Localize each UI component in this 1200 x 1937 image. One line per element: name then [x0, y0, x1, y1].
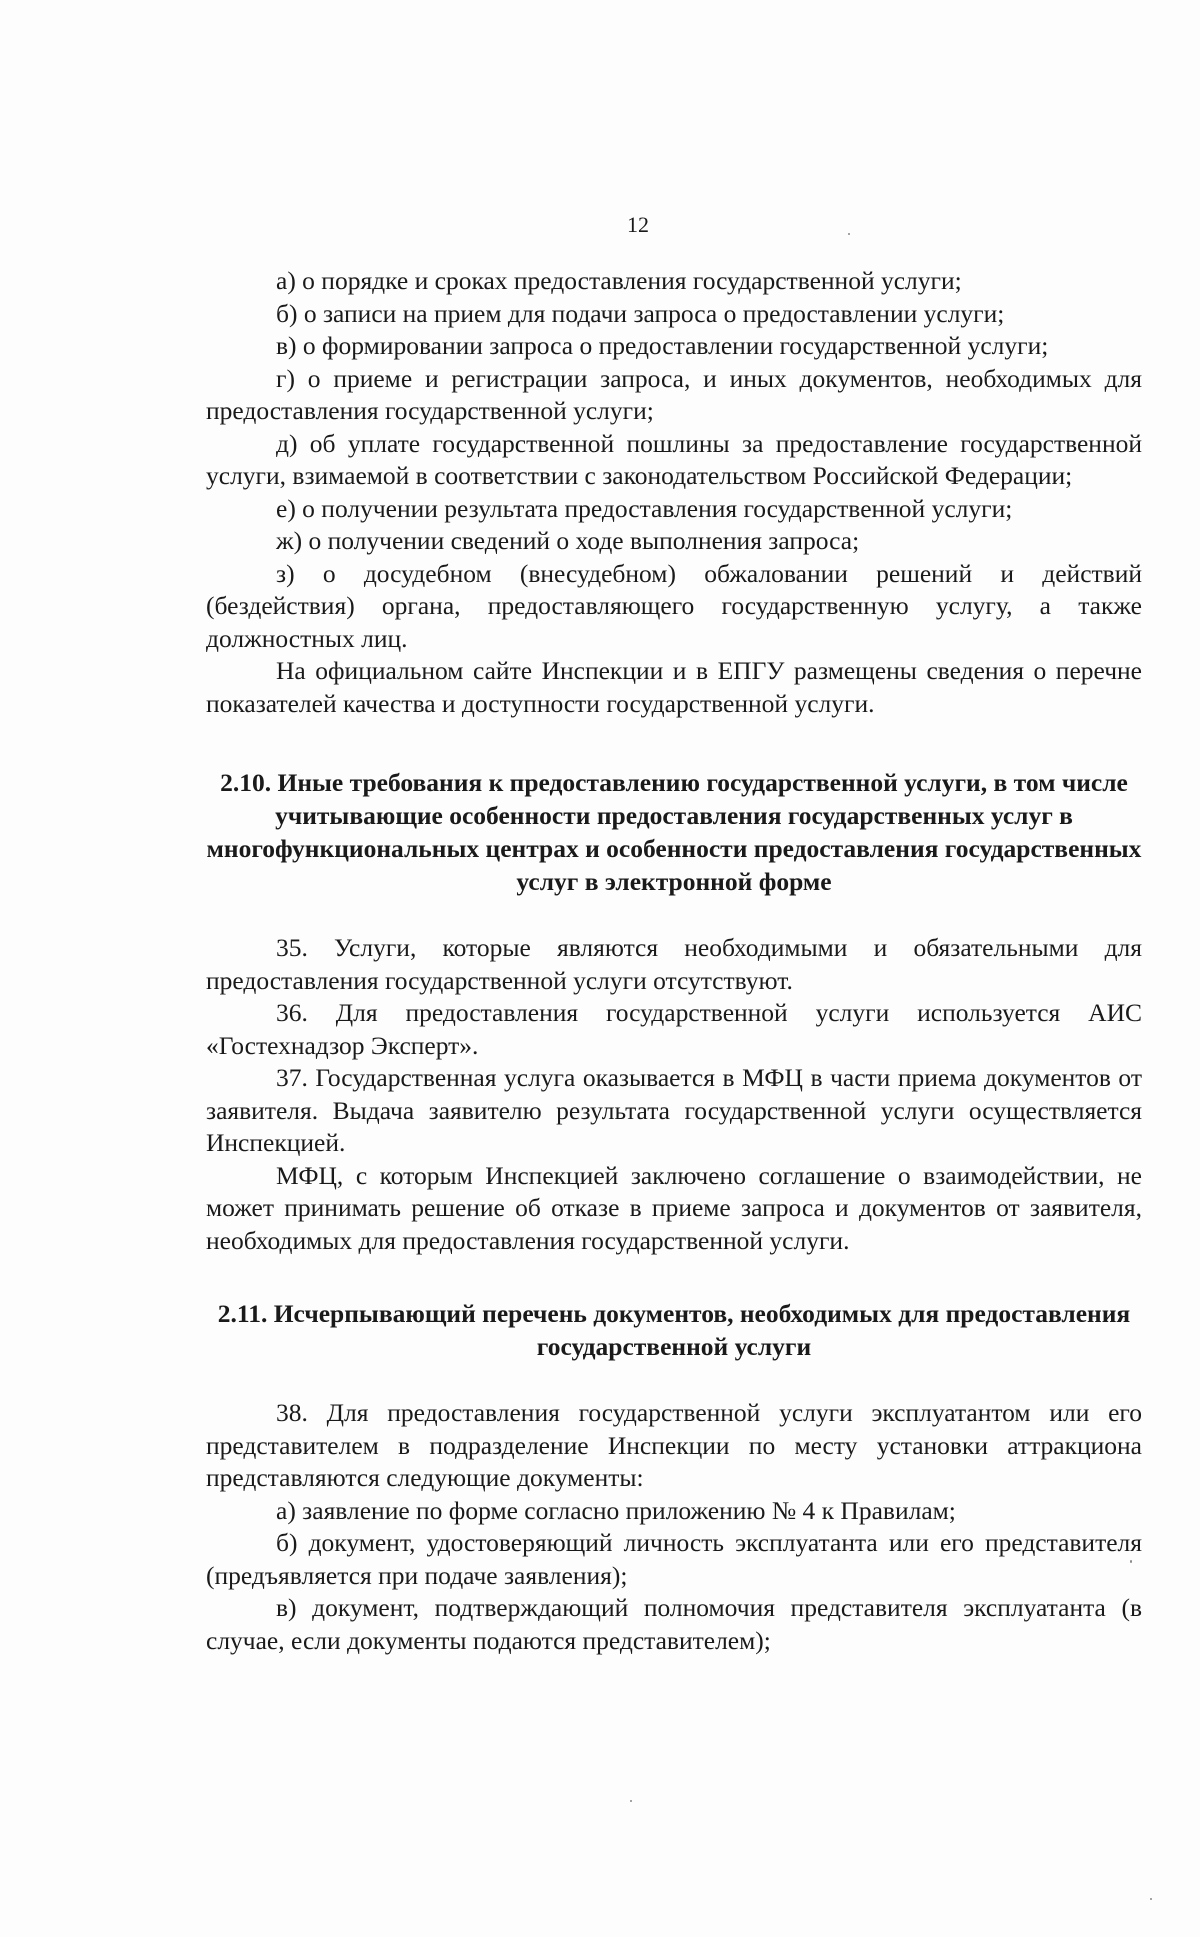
paragraph: МФЦ, с которым Инспекцией заключено соглашение о взаимодействии, не может принимать решение об отказе в приеме запроса и документов от заявителя, необходимых для предоставления государственной услуги.: [206, 1160, 1142, 1255]
page-number: 12: [627, 212, 649, 237]
paragraph: 37. Государственная услуга оказывается в МФЦ в части приема документов от заявителя. Выдача заявителю результата государственной услуги осуществляется Инспекцией.: [206, 1063, 1142, 1157]
list-item: б) о записи на прием для подачи запроса о предоставлении услуги;: [276, 298, 1005, 328]
section-heading-2-11: 2.11. Исчерпывающий перечень документов, необходимых для предоставления государственной услуги: [217, 1299, 1131, 1361]
document-body: [206, 265, 1142, 1657]
scan-speck: [630, 1800, 632, 1802]
list-item: а) о порядке и сроках предоставления государственной услуги;: [276, 266, 962, 295]
paragraph: 36. Для предоставления государственной услуги используется АИС «Гостехнадзор Эксперт».: [206, 998, 1142, 1060]
paragraph: 35. Услуги, которые являются необходимыми и обязательными для предоставления государственной услуги отсутствуют.: [206, 933, 1142, 995]
section-2-11-body: [206, 1397, 1142, 1657]
section-heading-2-10: 2.10. Иные требования к предоставлению государственной услуги, в том числе учитывающие особенности предоставления государственных услуг в многофункциональных центрах и особенности предоставления государственных услуг в электронной форме: [206, 768, 1142, 896]
section-2-10-body: [206, 932, 1142, 1257]
list-item: е) о получении результата предоставления государственной услуги;: [276, 493, 1013, 523]
list-item: г) о приеме и регистрации запроса, и иных документов, необходимых для предоставления государственной услуги;: [206, 363, 1142, 425]
paragraph: б) документ, удостоверяющий личность эксплуатанта или его представителя (предъявляется при подаче заявления);: [206, 1528, 1142, 1590]
list-item: ж) о получении сведений о ходе выполнения запроса;: [276, 526, 860, 555]
website-paragraph: На официальном сайте Инспекции и в ЕПГУ размещены сведения о перечне показателей качества и доступности государственной услуги.: [206, 656, 1142, 718]
info-list: [206, 265, 1142, 655]
list-item: з) о досудебном (внесудебном) обжаловании решений и действий (бездействия) органа, предоставляющего государственную услугу, а также должностных лиц.: [206, 558, 1142, 653]
paragraph: в) документ, подтверждающий полномочия представителя эксплуатанта (в случае, если документы подаются представителем);: [206, 1593, 1142, 1655]
scan-speck: [1130, 1560, 1132, 1563]
scan-speck: [848, 233, 850, 235]
scan-speck: [1150, 1898, 1152, 1900]
paragraph: 38. Для предоставления государственной услуги эксплуатантом или его представителем в подразделение Инспекции по месту установки аттракциона представляются следующие документы:: [206, 1398, 1142, 1492]
list-item: в) о формировании запроса о предоставлении государственной услуги;: [276, 331, 1049, 360]
paragraph: а) заявление по форме согласно приложению № 4 к Правилам;: [276, 1495, 956, 1525]
list-item: д) об уплате государственной пошлины за предоставление государственной услуги, взимаемой в соответствии с законодательством Российской Федерации;: [206, 428, 1142, 490]
